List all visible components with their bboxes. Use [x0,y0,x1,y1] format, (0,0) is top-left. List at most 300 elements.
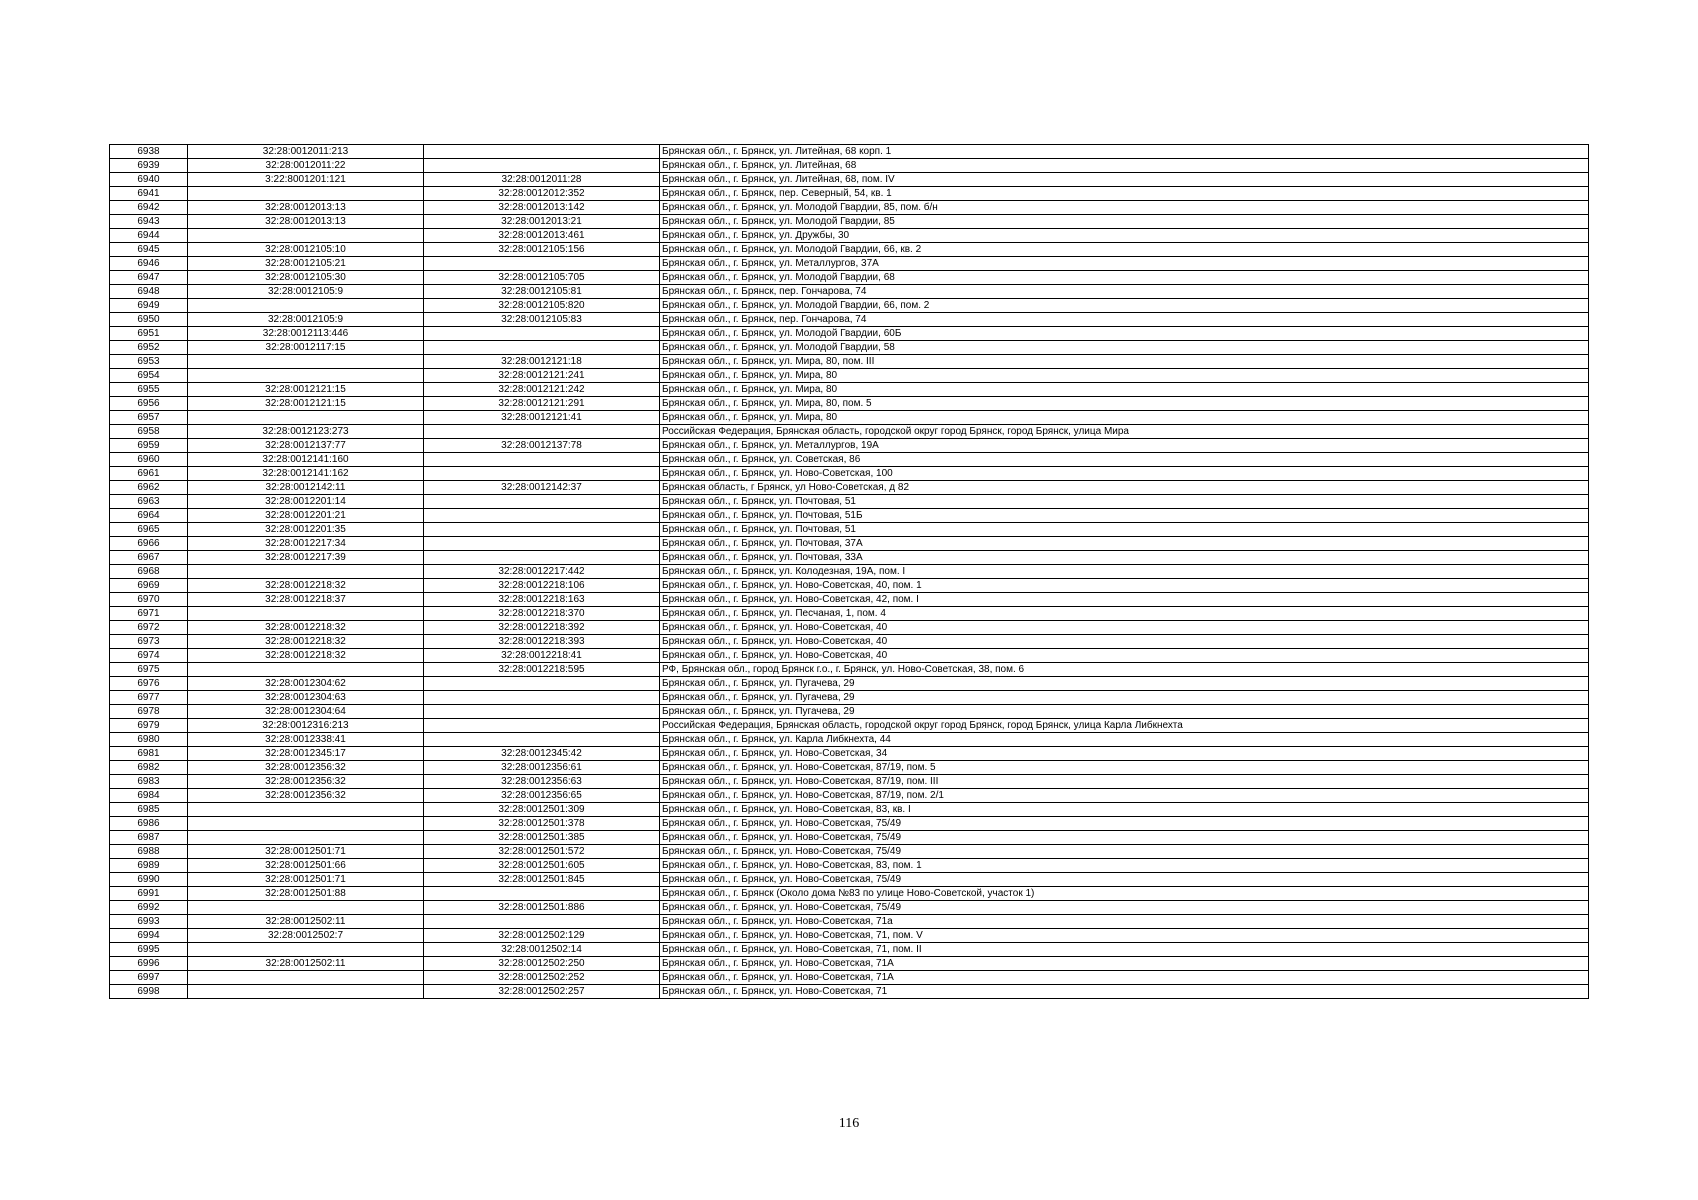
land-parcel-number-cell: 32:28:0012217:34 [188,537,424,551]
table-row [110,551,1589,565]
land-parcel-number-cell: 32:28:0012011:22 [188,159,424,173]
row-number-cell: 6958 [110,425,188,439]
building-number-cell: 32:28:0012502:129 [424,929,660,943]
land-parcel-number-cell [188,229,424,243]
address-cell: Брянская обл., г. Брянск, ул. Ново-Советская, 100 [660,467,1589,481]
table-row [110,635,1589,649]
land-parcel-number-cell: 32:28:0012356:32 [188,789,424,803]
address-cell: Брянская обл., г. Брянск, ул. Ново-Советская, 83, кв. I [660,803,1589,817]
building-number-cell: 32:28:0012013:21 [424,215,660,229]
table-row [110,439,1589,453]
land-parcel-number-cell: 32:28:0012304:63 [188,691,424,705]
building-number-cell: 32:28:0012121:241 [424,369,660,383]
address-cell: Брянская обл., г. Брянск, ул. Молодой Гвардии, 85 [660,215,1589,229]
address-cell: Брянская обл., г. Брянск, ул. Почтовая, 33А [660,551,1589,565]
building-number-cell: 32:28:0012105:705 [424,271,660,285]
row-number-cell: 6961 [110,467,188,481]
building-number-cell: 32:28:0012218:106 [424,579,660,593]
table-row [110,495,1589,509]
land-parcel-number-cell [188,607,424,621]
table-row [110,425,1589,439]
row-number-cell: 6952 [110,341,188,355]
land-parcel-number-cell: 32:28:0012142:11 [188,481,424,495]
address-cell: Брянская обл., г. Брянск, ул. Мира, 80, пом. 5 [660,397,1589,411]
land-parcel-number-cell [188,565,424,579]
address-cell: Брянская обл., г. Брянск, ул. Почтовая, 51 [660,495,1589,509]
building-number-cell [424,551,660,565]
address-cell: Брянская обл., г. Брянск, ул. Мира, 80 [660,383,1589,397]
land-parcel-number-cell [188,943,424,957]
row-number-cell: 6951 [110,327,188,341]
building-number-cell: 32:28:0012218:392 [424,621,660,635]
land-parcel-number-cell: 32:28:0012105:9 [188,313,424,327]
building-number-cell: 32:28:0012501:378 [424,817,660,831]
address-cell: Брянская обл., г. Брянск, ул. Ново-Советская, 75/49 [660,817,1589,831]
address-cell: Брянская обл., г. Брянск, пер. Гончарова, 74 [660,313,1589,327]
land-parcel-number-cell: 32:28:0012121:15 [188,397,424,411]
row-number-cell: 6963 [110,495,188,509]
row-number-cell: 6988 [110,845,188,859]
table-row [110,481,1589,495]
land-parcel-number-cell: 32:28:0012201:35 [188,523,424,537]
address-cell: Брянская обл., г. Брянск, ул. Ново-Советская, 40 [660,621,1589,635]
land-parcel-number-cell: 32:28:0012141:160 [188,453,424,467]
address-cell: Брянская обл., г. Брянск, ул. Молодой Гвардии, 60Б [660,327,1589,341]
row-number-cell: 6973 [110,635,188,649]
land-parcel-number-cell: 3:22:8001201:121 [188,173,424,187]
row-number-cell: 6971 [110,607,188,621]
land-parcel-number-cell: 32:28:0012201:14 [188,495,424,509]
row-number-cell: 6994 [110,929,188,943]
building-number-cell [424,145,660,159]
building-number-cell: 32:28:0012218:370 [424,607,660,621]
land-parcel-number-cell: 32:28:0012501:88 [188,887,424,901]
table-row [110,775,1589,789]
building-number-cell: 32:28:0012105:820 [424,299,660,313]
address-cell: Брянская обл., г. Брянск, ул. Ново-Советская, 71А [660,971,1589,985]
registry-table-body [110,145,1589,999]
table-row [110,215,1589,229]
land-parcel-number-cell [188,901,424,915]
row-number-cell: 6956 [110,397,188,411]
address-cell: Брянская обл., г. Брянск, ул. Ново-Советская, 71а [660,915,1589,929]
row-number-cell: 6979 [110,719,188,733]
address-cell: Брянская обл., г. Брянск, ул. Литейная, 68 [660,159,1589,173]
table-row [110,859,1589,873]
address-cell: Брянская обл., г. Брянск, ул. Ново-Советская, 75/49 [660,901,1589,915]
building-number-cell: 32:28:0012502:257 [424,985,660,999]
land-parcel-number-cell: 32:28:0012218:32 [188,635,424,649]
land-parcel-number-cell: 32:28:0012013:13 [188,215,424,229]
building-number-cell [424,453,660,467]
row-number-cell: 6969 [110,579,188,593]
row-number-cell: 6949 [110,299,188,313]
land-parcel-number-cell: 32:28:0012013:13 [188,201,424,215]
building-number-cell [424,705,660,719]
row-number-cell: 6967 [110,551,188,565]
building-number-cell: 32:28:0012137:78 [424,439,660,453]
address-cell: Брянская обл., г. Брянск, ул. Литейная, 68, пом. IV [660,173,1589,187]
building-number-cell: 32:28:0012218:41 [424,649,660,663]
table-row [110,257,1589,271]
address-cell: Брянская обл., г. Брянск, ул. Молодой Гвардии, 58 [660,341,1589,355]
row-number-cell: 6982 [110,761,188,775]
land-parcel-number-cell [188,971,424,985]
table-row [110,817,1589,831]
table-row [110,957,1589,971]
building-number-cell: 32:28:0012218:163 [424,593,660,607]
row-number-cell: 6986 [110,817,188,831]
row-number-cell: 6966 [110,537,188,551]
address-cell: Брянская обл., г. Брянск, ул. Пугачева, 29 [660,705,1589,719]
address-cell: Брянская обл., г. Брянск, ул. Пугачева, 29 [660,691,1589,705]
row-number-cell: 6940 [110,173,188,187]
land-parcel-number-cell [188,355,424,369]
land-parcel-number-cell: 32:28:0012117:15 [188,341,424,355]
building-number-cell: 32:28:0012501:845 [424,873,660,887]
building-number-cell: 32:28:0012501:385 [424,831,660,845]
land-parcel-number-cell: 32:28:0012217:39 [188,551,424,565]
land-parcel-number-cell [188,411,424,425]
address-cell: Брянская обл., г. Брянск, ул. Песчаная, 1, пом. 4 [660,607,1589,621]
land-parcel-number-cell: 32:28:0012105:21 [188,257,424,271]
address-cell: Брянская обл., г. Брянск, ул. Колодезная, 19А, пом. I [660,565,1589,579]
building-number-cell [424,887,660,901]
land-parcel-number-cell: 32:28:0012345:17 [188,747,424,761]
address-cell: Брянская обл., г. Брянск, ул. Ново-Советская, 75/49 [660,845,1589,859]
address-cell: Брянская обл., г. Брянск, ул. Карла Либкнехта, 44 [660,733,1589,747]
table-row [110,579,1589,593]
building-number-cell [424,509,660,523]
table-row [110,649,1589,663]
row-number-cell: 6948 [110,285,188,299]
row-number-cell: 6991 [110,887,188,901]
land-parcel-number-cell: 32:28:0012338:41 [188,733,424,747]
row-number-cell: 6998 [110,985,188,999]
building-number-cell [424,537,660,551]
address-cell: Брянская обл., г. Брянск, ул. Ново-Советская, 40 [660,635,1589,649]
row-number-cell: 6981 [110,747,188,761]
row-number-cell: 6970 [110,593,188,607]
building-number-cell [424,257,660,271]
table-row [110,369,1589,383]
address-cell: Брянская обл., г. Брянск, ул. Металлургов, 19А [660,439,1589,453]
row-number-cell: 6938 [110,145,188,159]
row-number-cell: 6997 [110,971,188,985]
land-parcel-number-cell: 32:28:0012123:273 [188,425,424,439]
address-cell: Брянская область, г Брянск, ул Ново-Советская, д 82 [660,481,1589,495]
address-cell: Брянская обл., г. Брянск, ул. Дружбы, 30 [660,229,1589,243]
page-number: 116 [838,1116,860,1131]
row-number-cell: 6985 [110,803,188,817]
land-parcel-number-cell [188,369,424,383]
row-number-cell: 6943 [110,215,188,229]
land-parcel-number-cell: 32:28:0012121:15 [188,383,424,397]
land-parcel-number-cell: 32:28:0012502:7 [188,929,424,943]
row-number-cell: 6983 [110,775,188,789]
land-parcel-number-cell [188,831,424,845]
address-cell: Брянская обл., г. Брянск, ул. Молодой Гвардии, 68 [660,271,1589,285]
building-number-cell [424,719,660,733]
building-number-cell: 32:28:0012013:461 [424,229,660,243]
table-row [110,943,1589,957]
row-number-cell: 6978 [110,705,188,719]
row-number-cell: 6996 [110,957,188,971]
table-row [110,355,1589,369]
building-number-cell: 32:28:0012356:63 [424,775,660,789]
building-number-cell: 32:28:0012356:65 [424,789,660,803]
land-parcel-number-cell: 32:28:0012501:71 [188,873,424,887]
table-row [110,789,1589,803]
land-parcel-number-cell: 32:28:0012356:32 [188,761,424,775]
table-row [110,383,1589,397]
table-row [110,747,1589,761]
row-number-cell: 6942 [110,201,188,215]
address-cell: Брянская обл., г. Брянск, ул. Мира, 80 [660,411,1589,425]
address-cell: Брянская обл., г. Брянск, ул. Ново-Советская, 71, пом. V [660,929,1589,943]
address-cell: Брянская обл., г. Брянск, ул. Ново-Советская, 34 [660,747,1589,761]
land-parcel-number-cell: 32:28:0012011:213 [188,145,424,159]
row-number-cell: 6962 [110,481,188,495]
table-row [110,243,1589,257]
address-cell: Брянская обл., г. Брянск, ул. Ново-Советская, 75/49 [660,873,1589,887]
address-cell: Брянская обл., г. Брянск, ул. Почтовая, 37А [660,537,1589,551]
row-number-cell: 6975 [110,663,188,677]
building-number-cell: 32:28:0012121:18 [424,355,660,369]
table-row [110,509,1589,523]
row-number-cell: 6968 [110,565,188,579]
table-row [110,971,1589,985]
address-cell: Брянская обл., г. Брянск, ул. Пугачева, 29 [660,677,1589,691]
row-number-cell: 6977 [110,691,188,705]
table-row [110,229,1589,243]
table-row [110,159,1589,173]
table-row [110,397,1589,411]
building-number-cell [424,467,660,481]
address-cell: Брянская обл., г. Брянск, ул. Ново-Советская, 71 [660,985,1589,999]
building-number-cell: 32:28:0012502:250 [424,957,660,971]
row-number-cell: 6995 [110,943,188,957]
address-cell: Брянская обл., г. Брянск, ул. Мира, 80 [660,369,1589,383]
address-cell: Брянская обл., г. Брянск, ул. Молодой Гвардии, 85, пом. б/н [660,201,1589,215]
building-number-cell: 32:28:0012217:442 [424,565,660,579]
building-number-cell [424,523,660,537]
building-number-cell: 32:28:0012501:886 [424,901,660,915]
table-row [110,831,1589,845]
address-cell: Брянская обл., г. Брянск, ул. Ново-Советская, 71А [660,957,1589,971]
table-row [110,201,1589,215]
address-cell: Брянская обл., г. Брянск, ул. Ново-Советская, 71, пом. II [660,943,1589,957]
building-number-cell [424,677,660,691]
land-parcel-number-cell: 32:28:0012218:32 [188,579,424,593]
address-cell: Брянская обл., г. Брянск, ул. Молодой Гвардии, 66, кв. 2 [660,243,1589,257]
land-parcel-number-cell: 32:28:0012137:77 [188,439,424,453]
building-number-cell: 32:28:0012121:291 [424,397,660,411]
building-number-cell: 32:28:0012218:393 [424,635,660,649]
table-row [110,411,1589,425]
table-row [110,733,1589,747]
land-parcel-number-cell [188,663,424,677]
building-number-cell [424,425,660,439]
building-number-cell [424,341,660,355]
building-number-cell: 32:28:0012345:42 [424,747,660,761]
building-number-cell: 32:28:0012502:252 [424,971,660,985]
land-parcel-number-cell: 32:28:0012105:30 [188,271,424,285]
building-number-cell: 32:28:0012012:352 [424,187,660,201]
land-parcel-number-cell: 32:28:0012502:11 [188,915,424,929]
land-parcel-number-cell: 32:28:0012218:37 [188,593,424,607]
building-number-cell: 32:28:0012218:595 [424,663,660,677]
table-row [110,537,1589,551]
row-number-cell: 6976 [110,677,188,691]
row-number-cell: 6989 [110,859,188,873]
table-row [110,887,1589,901]
registry-table [109,144,1589,999]
row-number-cell: 6984 [110,789,188,803]
address-cell: Брянская обл., г. Брянск, ул. Литейная, 68 корп. 1 [660,145,1589,159]
row-number-cell: 6960 [110,453,188,467]
table-row [110,873,1589,887]
row-number-cell: 6944 [110,229,188,243]
building-number-cell: 32:28:0012105:81 [424,285,660,299]
table-row [110,271,1589,285]
row-number-cell: 6980 [110,733,188,747]
building-number-cell: 32:28:0012121:41 [424,411,660,425]
table-row [110,285,1589,299]
building-number-cell [424,733,660,747]
address-cell: Брянская обл., г. Брянск, ул. Мира, 80, пом. III [660,355,1589,369]
table-row [110,985,1589,999]
building-number-cell [424,159,660,173]
building-number-cell [424,915,660,929]
building-number-cell: 32:28:0012356:61 [424,761,660,775]
table-row [110,677,1589,691]
row-number-cell: 6992 [110,901,188,915]
table-row [110,341,1589,355]
row-number-cell: 6959 [110,439,188,453]
address-cell: Брянская обл., г. Брянск, пер. Северный, 54, кв. 1 [660,187,1589,201]
address-cell: Брянская обл., г. Брянск, ул. Советская, 86 [660,453,1589,467]
table-row [110,453,1589,467]
table-row [110,929,1589,943]
table-row [110,915,1589,929]
address-cell: Брянская обл., г. Брянск, ул. Ново-Советская, 87/19, пом. 5 [660,761,1589,775]
land-parcel-number-cell: 32:28:0012501:66 [188,859,424,873]
row-number-cell: 6955 [110,383,188,397]
row-number-cell: 6950 [110,313,188,327]
land-parcel-number-cell: 32:28:0012356:32 [188,775,424,789]
building-number-cell: 32:28:0012501:605 [424,859,660,873]
address-cell: Брянская обл., г. Брянск, ул. Ново-Советская, 75/49 [660,831,1589,845]
row-number-cell: 6947 [110,271,188,285]
land-parcel-number-cell [188,187,424,201]
land-parcel-number-cell: 32:28:0012113:446 [188,327,424,341]
row-number-cell: 6954 [110,369,188,383]
table-row [110,719,1589,733]
table-row [110,313,1589,327]
land-parcel-number-cell: 32:28:0012201:21 [188,509,424,523]
address-cell: Брянская обл., г. Брянск, ул. Молодой Гвардии, 66, пом. 2 [660,299,1589,313]
row-number-cell: 6957 [110,411,188,425]
land-parcel-number-cell: 32:28:0012141:162 [188,467,424,481]
address-cell: Брянская обл., г. Брянск, пер. Гончарова, 74 [660,285,1589,299]
row-number-cell: 6941 [110,187,188,201]
building-number-cell: 32:28:0012013:142 [424,201,660,215]
row-number-cell: 6993 [110,915,188,929]
table-row [110,145,1589,159]
table-row [110,607,1589,621]
row-number-cell: 6990 [110,873,188,887]
table-row [110,691,1589,705]
table-row [110,621,1589,635]
building-number-cell: 32:28:0012105:156 [424,243,660,257]
table-row [110,803,1589,817]
land-parcel-number-cell: 32:28:0012502:11 [188,957,424,971]
table-row [110,467,1589,481]
land-parcel-number-cell: 32:28:0012304:62 [188,677,424,691]
table-row [110,565,1589,579]
building-number-cell: 32:28:0012502:14 [424,943,660,957]
table-row [110,173,1589,187]
land-parcel-number-cell: 32:28:0012501:71 [188,845,424,859]
table-row [110,593,1589,607]
table-row [110,901,1589,915]
land-parcel-number-cell: 32:28:0012218:32 [188,649,424,663]
row-number-cell: 6965 [110,523,188,537]
row-number-cell: 6974 [110,649,188,663]
building-number-cell [424,495,660,509]
land-parcel-number-cell: 32:28:0012105:10 [188,243,424,257]
land-parcel-number-cell: 32:28:0012218:32 [188,621,424,635]
table-row [110,327,1589,341]
address-cell: Брянская обл., г. Брянск (Около дома №83 по улице Ново-Советской, участок 1) [660,887,1589,901]
table-row [110,299,1589,313]
address-cell: Брянская обл., г. Брянск, ул. Почтовая, 51Б [660,509,1589,523]
row-number-cell: 6987 [110,831,188,845]
land-parcel-number-cell [188,985,424,999]
table-row [110,187,1589,201]
building-number-cell: 32:28:0012011:28 [424,173,660,187]
table-row [110,761,1589,775]
land-parcel-number-cell: 32:28:0012105:9 [188,285,424,299]
land-parcel-number-cell: 32:28:0012316:213 [188,719,424,733]
land-parcel-number-cell [188,803,424,817]
building-number-cell: 32:28:0012121:242 [424,383,660,397]
row-number-cell: 6939 [110,159,188,173]
address-cell: РФ, Брянская обл., город Брянск г.о., г. Брянск, ул. Ново-Советская, 38, пом. 6 [660,663,1589,677]
building-number-cell [424,691,660,705]
row-number-cell: 6972 [110,621,188,635]
building-number-cell: 32:28:0012501:309 [424,803,660,817]
land-parcel-number-cell: 32:28:0012304:64 [188,705,424,719]
building-number-cell: 32:28:0012142:37 [424,481,660,495]
building-number-cell: 32:28:0012501:572 [424,845,660,859]
row-number-cell: 6953 [110,355,188,369]
address-cell: Брянская обл., г. Брянск, ул. Металлургов, 37А [660,257,1589,271]
address-cell: Брянская обл., г. Брянск, ул. Ново-Советская, 42, пом. I [660,593,1589,607]
land-parcel-number-cell [188,817,424,831]
address-cell: Брянская обл., г. Брянск, ул. Почтовая, 51 [660,523,1589,537]
address-cell: Брянская обл., г. Брянск, ул. Ново-Советская, 87/19, пом. 2/1 [660,789,1589,803]
land-parcel-number-cell [188,299,424,313]
building-number-cell: 32:28:0012105:83 [424,313,660,327]
address-cell: Брянская обл., г. Брянск, ул. Ново-Советская, 87/19, пом. III [660,775,1589,789]
address-cell: Российская Федерация, Брянская область, городской округ город Брянск, город Брянск, улица Мира [660,425,1589,439]
address-cell: Брянская обл., г. Брянск, ул. Ново-Советская, 83, пом. 1 [660,859,1589,873]
table-row [110,705,1589,719]
table-row [110,523,1589,537]
address-cell: Брянская обл., г. Брянск, ул. Ново-Советская, 40 [660,649,1589,663]
